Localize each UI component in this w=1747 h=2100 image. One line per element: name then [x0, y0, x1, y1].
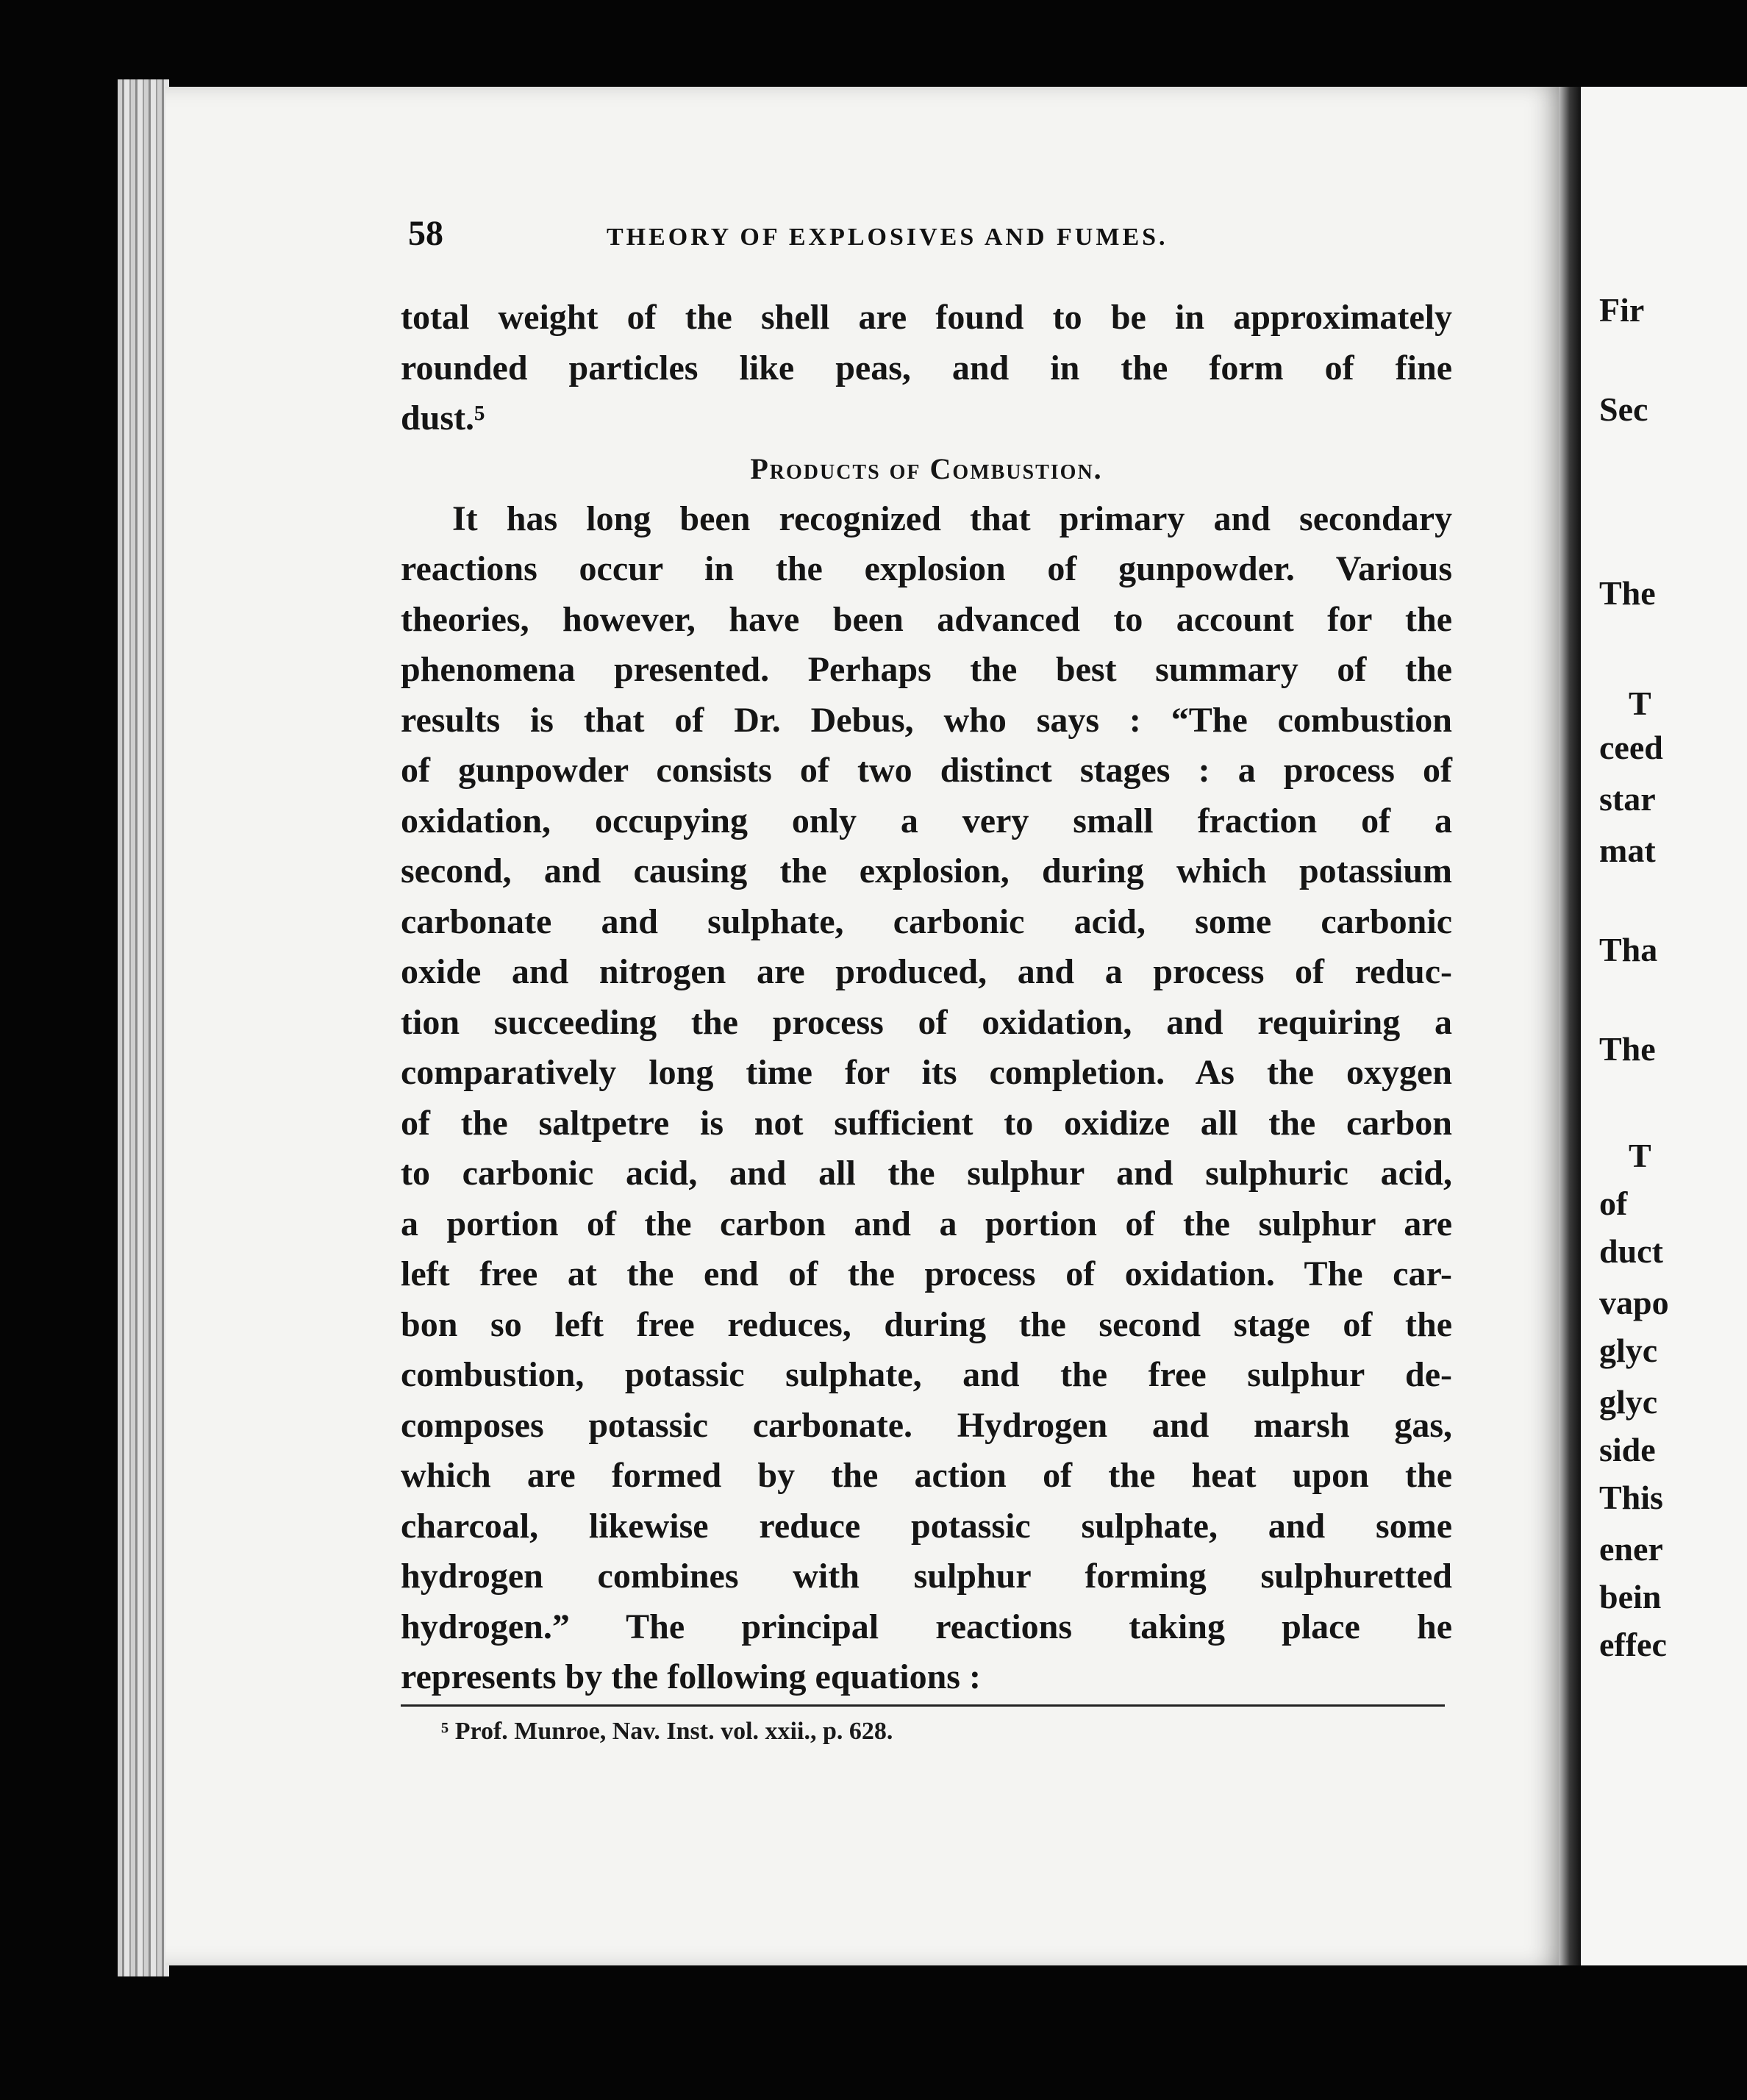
paragraph-line: which are formed by the action of the heat upon the	[401, 1456, 1452, 1495]
right-page-fragment: T	[1629, 1137, 1651, 1174]
paragraph-line: of gunpowder consists of two distinct stages : a process of	[401, 751, 1452, 790]
body-line: total weight of the shell are found to be in approximately	[401, 298, 1452, 337]
right-page-fragment: ener	[1599, 1530, 1663, 1568]
paragraph-line: oxidation, occupying only a very small fraction of a	[401, 801, 1452, 840]
footnote: ⁵ Prof. Munroe, Nav. Inst. vol. xxii., p. 628.	[441, 1718, 893, 1745]
paragraph-line: reactions occur in the explosion of gunpowder. Various	[401, 549, 1452, 588]
paragraph-line: hydrogen.” The principal reactions taking place he	[401, 1607, 1452, 1646]
paragraph-line: It has long been recognized that primary and secondary	[452, 499, 1452, 538]
paragraph-line: phenomena presented. Perhaps the best summary of the	[401, 650, 1452, 689]
right-page-fragment: duct	[1599, 1232, 1663, 1270]
right-page-fragment: mat	[1599, 832, 1656, 869]
paragraph-line: comparatively long time for its completion. As the oxygen	[401, 1053, 1452, 1092]
right-page-fragment: Tha	[1599, 931, 1658, 968]
paragraph-line: charcoal, likewise reduce potassic sulphate, and some	[401, 1506, 1452, 1546]
paragraph-line: tion succeeding the process of oxidation, and requiring a	[401, 1002, 1452, 1042]
paragraph-line: represents by the following equations :	[401, 1657, 981, 1696]
right-page-fragment: of	[1599, 1185, 1628, 1222]
right-page-fragment: vapo	[1599, 1284, 1669, 1321]
right-page-fragment: The	[1599, 574, 1656, 612]
right-page-fragment: ceed	[1599, 729, 1663, 766]
paragraph-line: a portion of the carbon and a portion of the sulphur are	[401, 1204, 1452, 1243]
paragraph-line: oxide and nitrogen are produced, and a process of reduc-	[401, 952, 1452, 991]
right-page-fragment: bein	[1599, 1578, 1662, 1615]
footnote-rule	[401, 1704, 1445, 1707]
paragraph-line: theories, however, have been advanced to account for the	[401, 599, 1452, 639]
right-page-fragment: Fir	[1599, 291, 1645, 329]
right-page-fragment: T	[1629, 685, 1651, 722]
page-edges	[118, 79, 169, 1976]
body-line: dust.⁵	[401, 399, 485, 438]
paragraph-line: composes potassic carbonate. Hydrogen and marsh gas,	[401, 1405, 1452, 1445]
paragraph-line: to carbonic acid, and all the sulphur and sulphuric acid,	[401, 1154, 1452, 1193]
paragraph-line: left free at the end of the process of oxidation. The car-	[401, 1254, 1452, 1293]
right-page-fragment: Sec	[1599, 390, 1648, 428]
text-block	[401, 293, 1452, 1703]
paragraph-line: hydrogen combines with sulphur forming sulphuretted	[401, 1557, 1452, 1596]
paragraph	[401, 494, 1452, 1703]
paragraph-line: carbonate and sulphate, carbonic acid, some carbonic	[401, 901, 1452, 941]
page-number: 58	[408, 214, 443, 253]
right-page-fragment: star	[1599, 780, 1656, 818]
body-line: rounded particles like peas, and in the form of fine	[401, 348, 1452, 388]
right-page-fragment: side	[1599, 1431, 1656, 1468]
paragraph-line: combustion, potassic sulphate, and the free sulphur de-	[401, 1355, 1452, 1394]
right-page-fragment: glyc	[1599, 1332, 1658, 1369]
running-head: THEORY OF EXPLOSIVES AND FUMES.	[607, 224, 1168, 251]
right-page-fragment: glyc	[1599, 1383, 1658, 1421]
page-header	[408, 213, 1268, 265]
paragraph-line: second, and causing the explosion, during which potassium	[401, 851, 1452, 890]
right-page	[1581, 87, 1747, 1965]
right-page-fragment: This	[1599, 1479, 1663, 1516]
right-page-fragment: effec	[1599, 1626, 1667, 1663]
paragraph-line: results is that of Dr. Debus, who says : “The combustion	[401, 700, 1452, 740]
right-page-fragment: The	[1599, 1030, 1656, 1068]
book-gutter	[1559, 87, 1581, 1965]
paragraph-line: of the saltpetre is not sufficient to oxidize all the carbon	[401, 1103, 1452, 1143]
paragraph-line: bon so left free reduces, during the second stage of the	[401, 1304, 1452, 1344]
section-heading: Products of Combustion.	[750, 451, 1103, 485]
